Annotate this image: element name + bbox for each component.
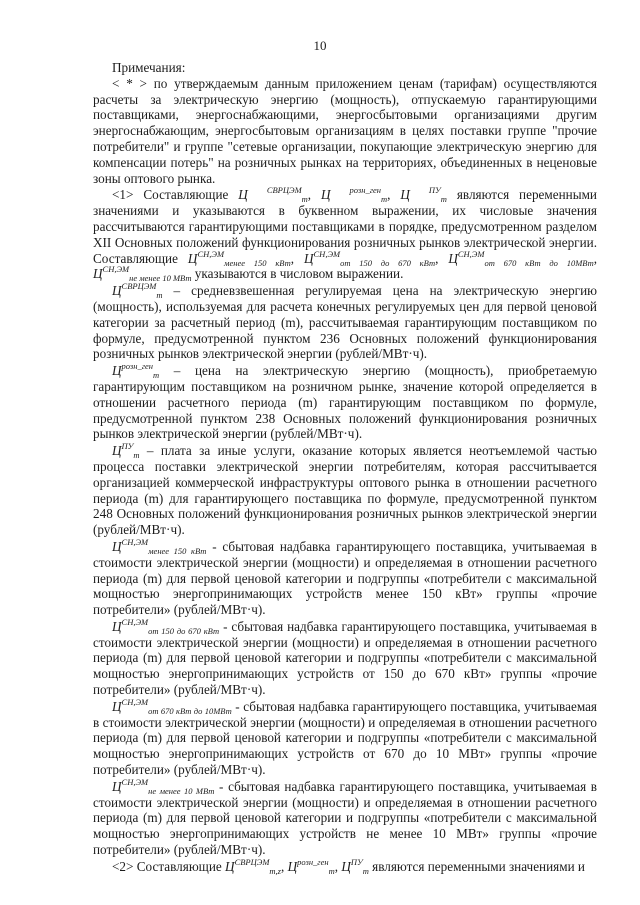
- note-2: <2> Составляющие $Ц^{СВРЦЭМ}_{m,z}$, $Ц^{розн\_ген}_m$, $Ц^{ПУ}_m$ являются переменными значениями и: [112, 856, 585, 876]
- def-rozn-symbol: $Ц^{розн\_ген}_m$: [112, 361, 160, 381]
- note-2-lead: <2> Составляющие: [112, 858, 222, 874]
- note-1-end: указываются в числовом выражении.: [194, 266, 404, 282]
- symbol-c-rozn: Ц $^{розн\_ген}_m$: [321, 185, 388, 205]
- def-sn-150-670-symbol: $Ц^{СН,ЭМ}_{от 150 до 670 кВт}$: [112, 616, 220, 636]
- def-sn-670-10-symbol: $Ц^{СН,ЭМ}_{от 670 кВт до 10МВт}$: [112, 696, 232, 716]
- def-rozn-gen: $Ц^{розн\_ген}_m$ – цена на электрическую энергию (мощность), приобретаемую гарантирующим поставщиком на розничном рынке, значение которой определяется в отношении расчетного периода (m) гарантирующим поставщиком по формуле, предусмотренной пунктом 238 Основных положений функционирования розничных рынков электрической энергии (рублей/МВт·ч).: [93, 361, 597, 442]
- symbol-c-sn-150: $Ц^{СН,ЭМ}_{менее 150 кВт}$: [187, 248, 291, 268]
- symbol-c-pu: Ц $^{ПУ}_m$: [400, 185, 447, 205]
- symbol-c-svrc-mz: $Ц^{СВРЦЭМ}_{m,z}$: [225, 856, 281, 876]
- def-sn-670-10: $Ц^{СН,ЭМ}_{от 670 кВт до 10МВт}$ - сбытовая надбавка гарантирующего поставщика, учитываемая в стоимости электрической энергии (мощности) и определяемая в отношении расчетного периода (m) для первой ценовой категории и подгруппы «потребители с максимальной мощностью энергопринимающих устройств от 670 до 10 МВт» группы «прочие потребители» (рублей/МВт·ч).: [93, 696, 597, 778]
- note-1: <1> Составляющие Ц $^{СВРЦЭМ}_m$, Ц $^{розн\_ген}_m$, Ц $^{ПУ}_m$ являются переменными значениями и указываются в буквенном выражении, их числовые значения рассчитываются гарантирующими поставщиками в порядке, предусмотренном разделом XII Основных положений функционирования розничных рынков электрической энергии. Составляющие $Ц^{СН,ЭМ}_{менее 150 кВт}$, $Ц^{СН,ЭМ}_{от 150 до 670 кВт}$, $Ц^{СН,ЭМ}_{от 670 кВт до 10МВт}$, $Ц^{СН,ЭМ}_{не менее 10 МВт}$ указываются в числовом выражении.: [93, 185, 597, 284]
- def-pu: $Ц^{ПУ}_m$ – плата за иные услуги, оказание которых является неотъемлемой частью процесса поставки электрической энергии потребителям, которая рассчитывается организацией коммерческой инфраструктуры оптового рынка в отношении расчетного периода (m) для гарантирующего поставщика по формуле, предусмотренной пунктом 248 Основных положений функционирования розничных рынков электрической энергии (рублей/МВт·ч).: [93, 441, 597, 538]
- note-asterisk: < * > по утверждаемым данным приложением ценам (тарифам) осуществляются расчеты за электрическую энергию (мощность), отпускаемую гарантирующими поставщиками, энергоснабжающими, энергосбытовыми организациями другим энергоснабжающим, энергосбытовым организациям в целях поставки группе "прочие потребители" и группе "сетевые организации, покупающие электрическую энергию для компенсации потерь" на розничных рынках на территориях, объединенных в неценовые зоны оптового рынка.: [93, 75, 597, 186]
- def-sn-150: $Ц^{СН,ЭМ}_{менее 150 кВт}$ - сбытовая надбавка гарантирующего поставщика, учитываемая в стоимости электрической энергии (мощности) и определяемая в отношении расчетного периода (m) для первой ценовой категории и подгруппы «потребители с максимальной мощностью энергопринимающих устройств менее 150 кВт» группы «прочие потребители» (рублей/МВт·ч).: [93, 536, 597, 618]
- symbol-c-rozn-2: $Ц^{розн\_ген}_m$: [287, 856, 335, 876]
- def-sn-10-symbol: $Ц^{СН,ЭМ}_{не менее 10 МВт}$: [112, 776, 215, 796]
- note-2-tail: являются переменными значениями и: [372, 858, 585, 874]
- symbol-c-sn-150-670: $Ц^{СН,ЭМ}_{от 150 до 670 кВт}$: [303, 248, 436, 268]
- def-svrc: $Ц^{СВРЦЭМ}_m$ – средневзвешенная регулируемая цена на электрическую энергию (мощность), используемая для расчета конечных регулируемых цен для первой ценовой категории за расчетный период (m), рассчитываемая гарантирующим поставщиком по формуле, предусмотренной пунктом 236 Основных положений функционирования розничных рынков электрической энергии (рублей/МВт·ч).: [93, 281, 597, 362]
- def-pu-symbol: $Ц^{ПУ}_m$: [112, 441, 140, 461]
- note-1-mid: являются переменными значениями и указываются в буквенном выражении, их числовые значения рассчитываются гарантирующими поставщиками в порядке, предусмотренном разделом XII Основных положений функционирования розничных рынков электрической энергии. Составляющие: [93, 187, 597, 266]
- symbol-c-sn-670-10: $Ц^{СН,ЭМ}_{от 670 кВт до 10МВт}$: [448, 248, 594, 268]
- symbol-c-pu-2: $Ц^{ПУ}_m$: [341, 856, 369, 876]
- symbol-c-svrc: Ц $^{СВРЦЭМ}_m$: [238, 185, 308, 205]
- def-sn-150-symbol: $Ц^{СН,ЭМ}_{менее 150 кВт}$: [112, 536, 207, 556]
- def-svrc-symbol: $Ц^{СВРЦЭМ}_m$: [112, 281, 163, 301]
- notes-heading: Примечания:: [112, 60, 186, 75]
- page-number: 10: [313, 38, 327, 53]
- note-1-lead: <1> Составляющие: [112, 187, 229, 203]
- notes-body: [93, 60, 597, 876]
- def-sn-150-670: $Ц^{СН,ЭМ}_{от 150 до 670 кВт}$ - сбытовая надбавка гарантирующего поставщика, учитываемая в стоимости электрической энергии (мощности) и определяемая в отношении расчетного периода (m) для первой ценовой категории и подгруппы «потребители с максимальной мощностью энергопринимающих устройств от 150 до 670 кВт» группы «прочие потребители» (рублей/МВт·ч).: [93, 616, 597, 698]
- symbol-c-sn-10: $Ц^{СН,ЭМ}_{не менее 10 МВт}$: [93, 264, 192, 284]
- def-sn-10: $Ц^{СН,ЭМ}_{не менее 10 МВт}$ - сбытовая надбавка гарантирующего поставщика, учитываемая в стоимости электрической энергии (мощности) и определяемая в отношении расчетного периода (m) для первой ценовой категории и подгруппы «потребители с максимальной мощностью энергопринимающих устройств не менее 10 МВт» группы «прочие потребители» (рублей/МВт·ч).: [93, 776, 597, 858]
